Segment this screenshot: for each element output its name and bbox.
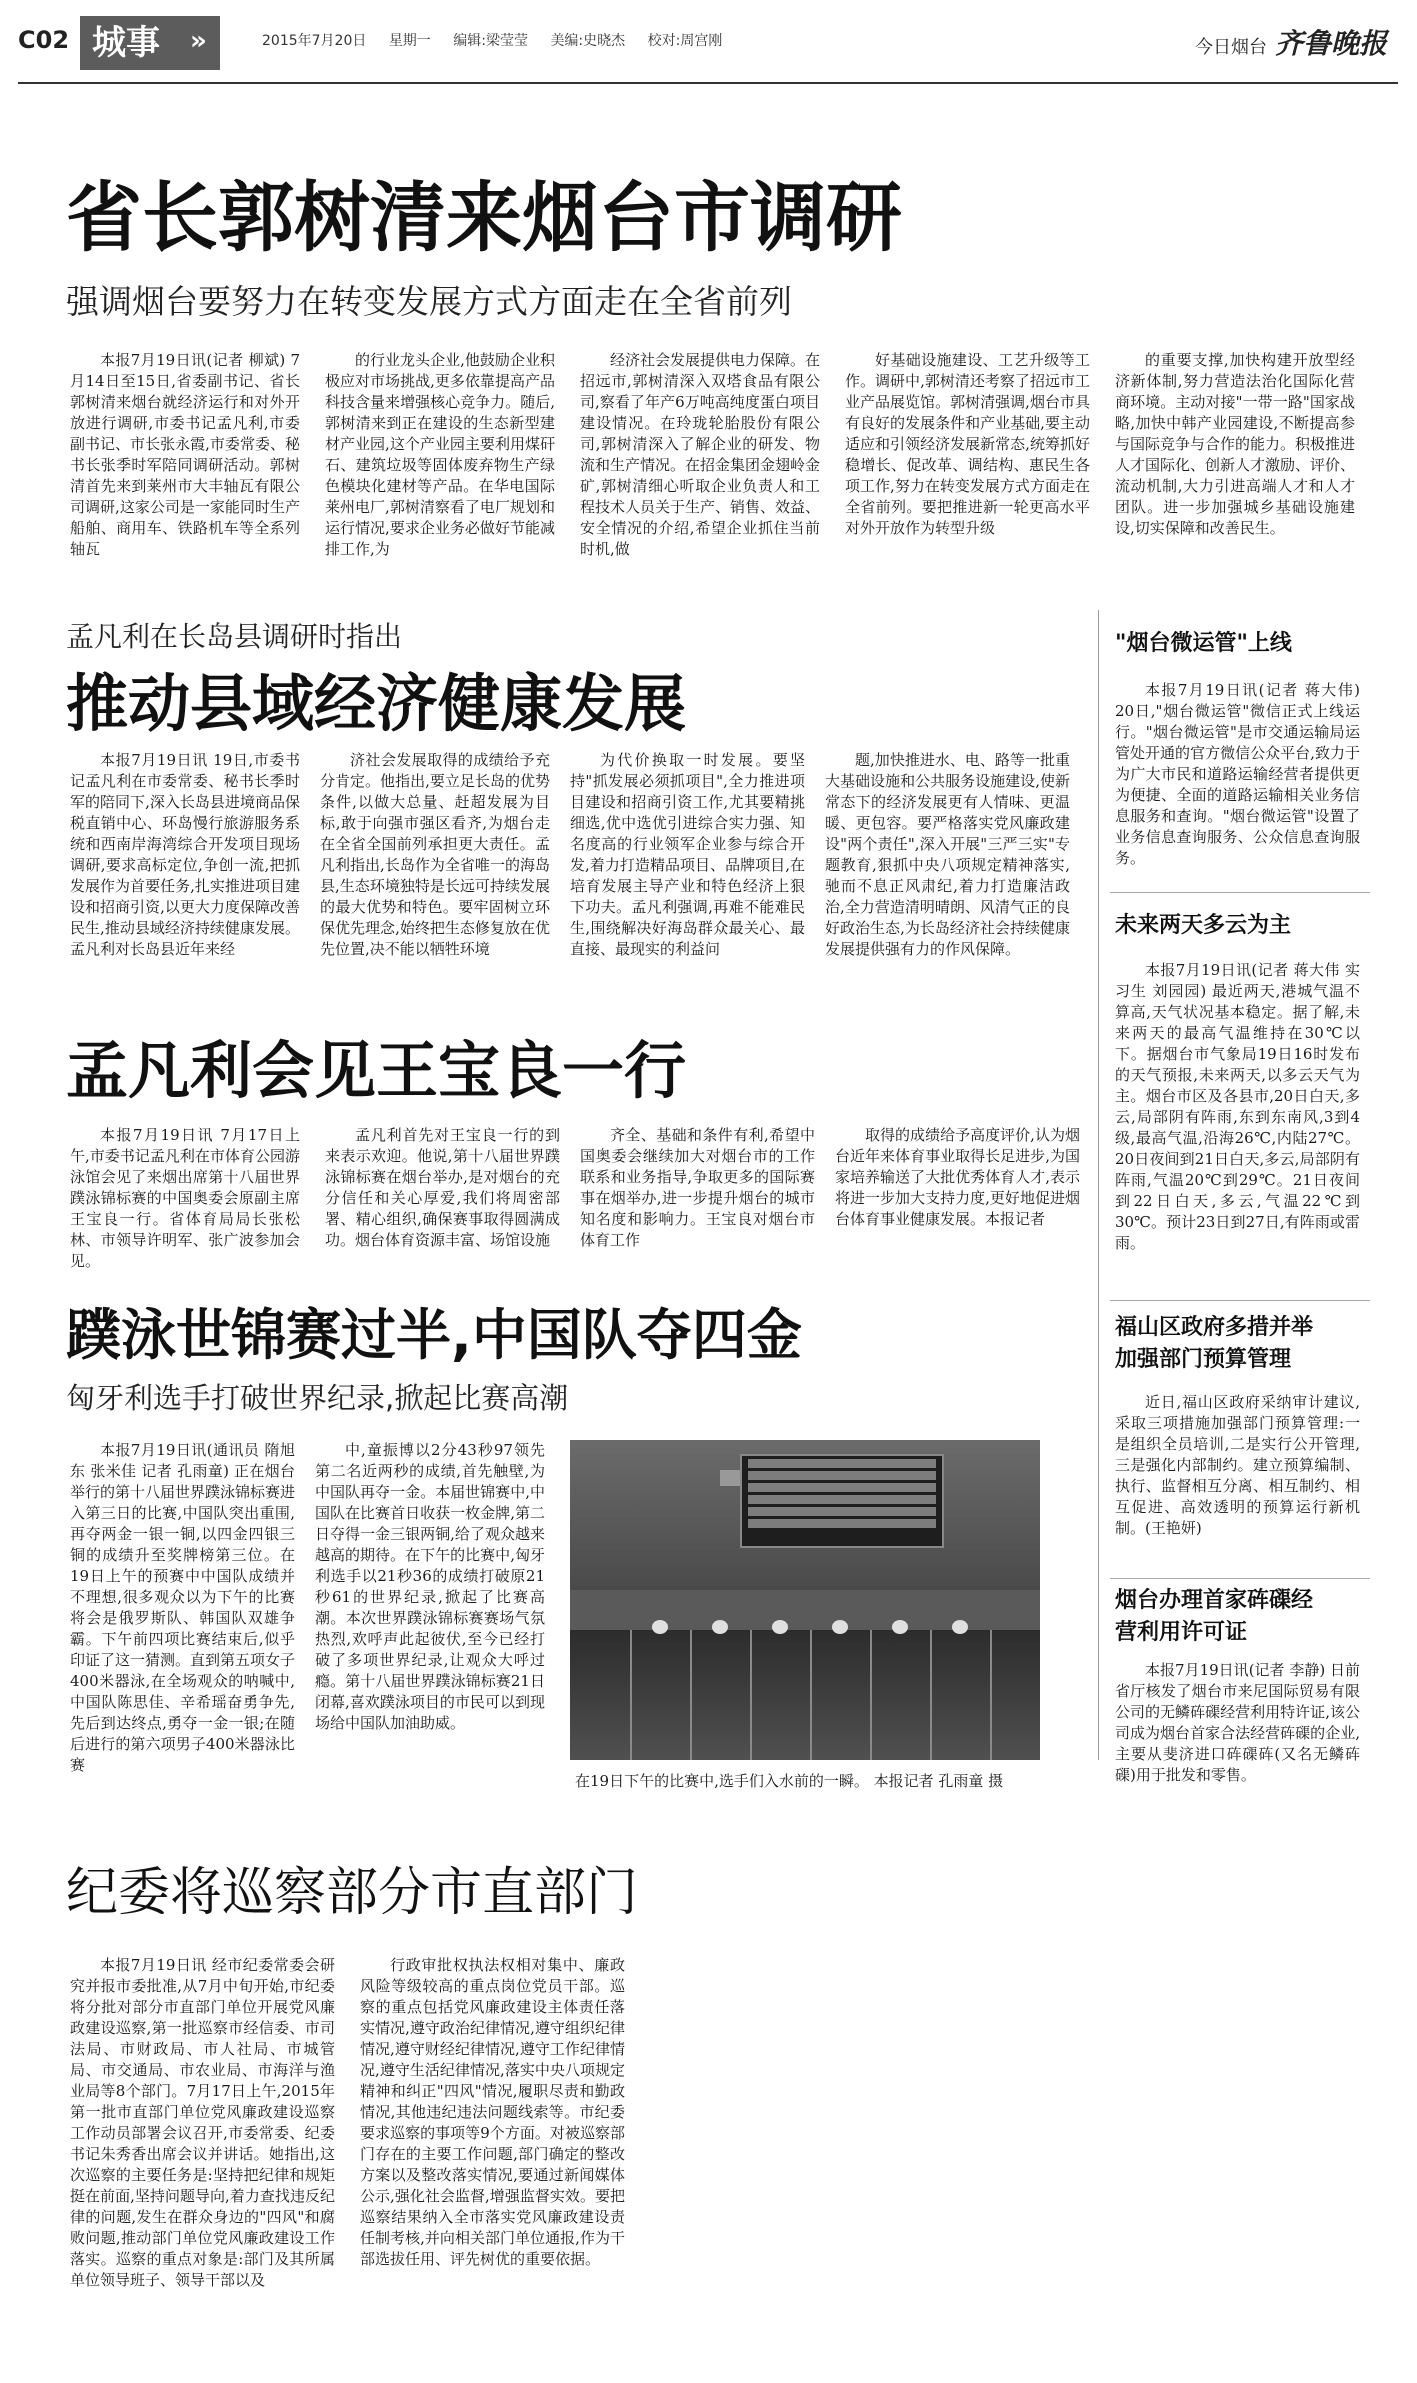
lead-column bbox=[1115, 350, 1355, 592]
story3-paragraph: 本报7月19日讯 7月17日上午,市委书记孟凡利在市体育公园游泳馆会见了来烟出席第十八届世界蹼泳锦标赛的中国奥委会原副主席王宝良一行。省体育局局长张松林、市领导许明军、张广波参加会见。 bbox=[70, 1126, 300, 1270]
story2-headline: 推动县域经济健康发展 bbox=[66, 667, 687, 740]
story2-paragraph: 题,加快推进水、电、路等一批重大基础设施和公共服务设施建设,使新常态下的经济发展更有人情味、更温暖、更包容。要严格落实党风廉政建设"两个责任",深入开展"三严三实"专题教育,狠抓中央八项规定精神落实,驰而不息正风肃纪,着力打造廉洁政治,全力营造清明晴朗、风清气正的良好政治生态,为长岛经济社会持续健康发展提供强有力的作风保障。 bbox=[825, 751, 1070, 958]
scoreboard-line bbox=[748, 1459, 936, 1468]
photo-pool bbox=[570, 1630, 1040, 1760]
lead-paragraph: 本报7月19日讯(记者 柳斌) 7月14日至15日,省委副书记、省长郭树清来烟台就经济运行和对外开放进行调研,市委书记孟凡利,市委副书记、市长张永霞,市委常委、秘书长张季时军陪同调研活动。郭树清首先来到莱州市大丰轴瓦有限公司调研,这家公司是一家能同时生产船舶、商用车、铁路机车等全系列轴瓦 bbox=[70, 351, 300, 558]
edition-name: 今日烟台 bbox=[1194, 37, 1267, 58]
sidebar-title: 烟台办理首家砗磲经营利用许可证 bbox=[1115, 1588, 1314, 1645]
pool-lane bbox=[810, 1630, 812, 1760]
issue-date: 2015年7月20日 bbox=[262, 33, 367, 49]
sidebar-body bbox=[1115, 1392, 1360, 1572]
story5-column bbox=[360, 1955, 625, 2355]
story5-column bbox=[70, 1955, 335, 2355]
story2-paragraph: 本报7月19日讯 19日,市委书记孟凡利在市委常委、秘书长季时军的陪同下,深入长岛县进境商品保税直销中心、环岛慢行旅游服务系统和西南岸海湾综合开发项目现场调研,要求高标定位,争创一流,把抓发展作为首要任务,扎实推进项目建设和招商引资,以更大力度保障改善民生,推动县域经济持续健康发展。孟凡利对长岛县近年来经 bbox=[70, 751, 300, 958]
story5-paragraph: 本报7月19日讯 经市纪委常委会研究并报市委批准,从7月中旬开始,市纪委将分批对部分市直部门单位开展党风廉政建设巡察,第一批巡察市经信委、市司法局、市财政局、市人社局、市城管局、市交通局、市农业局、市海洋与渔业局等8个部门。7月17日上午,2015年第一批市直部门单位党风廉政建设巡察工作动员部署会议召开,市委常委、纪委书记朱秀香出席会议并讲话。她指出,这次巡察的主要任务是:坚持把纪律和规矩挺在前面,坚持问题导向,着力查找违反纪律的问题,发生在群众身边的"四风"和腐败问题,推动部门单位党风廉政建设工作落实。巡察的重点对象是:部门及其所属单位领导班子、领导干部以及 bbox=[70, 1956, 335, 2289]
story3-paragraph: 齐全、基础和条件有利,希望中国奥委会继续加大对烟台市的工作联系和业务指导,争取更多的国际赛事在烟举办,进一步提升烟台的城市知名度和影响力。王宝良对烟台市体育工作 bbox=[580, 1126, 815, 1249]
sidebar-title: 福山区政府多措并举加强部门预算管理 bbox=[1115, 1315, 1314, 1372]
story4-subheadline: 匈牙利选手打破世界纪录,掀起比赛高潮 bbox=[66, 1381, 569, 1415]
photo-stand bbox=[570, 1590, 1040, 1630]
masthead bbox=[1195, 22, 1387, 62]
story3-column bbox=[580, 1125, 815, 1275]
page-code: C02 bbox=[18, 26, 70, 54]
scoreboard-line bbox=[748, 1483, 936, 1492]
swimmer bbox=[952, 1620, 968, 1634]
sidebar-body bbox=[1115, 1660, 1360, 1800]
sidebar-rule bbox=[1110, 892, 1370, 893]
lead-paragraph: 的行业龙头企业,他鼓励企业积极应对市场挑战,更多依靠提高产品科技含量来增强核心竞争力。随后,郭树清来到正在建设的生态新型建材产业园,这个产业园主要利用煤矸石、建筑垃圾等固体废弃物生产绿色模块化建材等产品。在华电国际莱州电厂,郭树清察看了电厂规划和运行情况,要求企业务必做好节能减排工作,为 bbox=[325, 351, 555, 558]
story4-column bbox=[315, 1440, 545, 1800]
scoreboard-line bbox=[748, 1519, 936, 1528]
story2-kicker: 孟凡利在长岛县调研时指出 bbox=[66, 620, 403, 653]
lead-headline: 省长郭树清来烟台市调研 bbox=[66, 173, 902, 262]
story2-paragraph: 为代价换取一时发展。要坚持"抓发展必须抓项目",全力推进项目建设和招商引资工作,尤其要精挑细选,优中选优引进综合实力强、知名度高的行业领军企业参与综合开发,着力打造精品项目、品牌项目,在培育发展主导产业和特色经济上狠下功夫。孟凡利强调,再难不能难民生,围绕解决好海岛群众最关心、最直接、最现实的利益问 bbox=[570, 751, 805, 958]
page-header bbox=[0, 0, 1417, 90]
swimmer bbox=[712, 1620, 728, 1634]
designer: 美编:史晓杰 bbox=[550, 33, 626, 49]
story4-paragraph: 本报7月19日讯(通讯员 隋旭东 张米佳 记者 孔雨童) 正在烟台举行的第十八届世界蹼泳锦标赛进入第三日的比赛,中国队突出重围,再夺两金一银一铜,以四金四银三铜的成绩升至奖牌榜第三位。在19日上午的预赛中中国队成绩并不理想,很多观众以为下午的比赛将会是俄罗斯队、韩国队双雄争霸。下午前四项比赛结束后,似乎印证了这一猜测。直到第五项女子400米器泳,在全场观众的呐喊中,中国队陈思佳、辛希瑶奋勇争先,先后到达终点,勇夺一金一银;在随后进行的第六项男子400米器泳比赛 bbox=[70, 1441, 295, 1774]
swimmer bbox=[892, 1620, 908, 1634]
story5-headline: 纪委将巡察部分市直部门 bbox=[66, 1863, 639, 1923]
story2-column bbox=[825, 750, 1070, 998]
issue-weekday: 星期一 bbox=[388, 33, 431, 49]
sidebar-paragraph: 本报7月19日讯(记者 蒋大伟 实习生 刘园园) 最近两天,港城气温不算高,天气状况基本稳定。据了解,未来两天的最高气温维持在30℃以下。据烟台市气象局19日16时发布的天气预报,未来两天,以多云天气为主。烟台市区及各县市,20日白天,多云,局部阴有阵雨,东到东南风,3到4级,最高气温,沿海26℃,内陆27℃。20日夜间到21日白天,多云,局部阴有阵雨,气温20℃到29℃。21日夜间到22日白天,多云,气温22℃到30℃。预计23日到27日,有阵雨或雷雨。 bbox=[1115, 961, 1360, 1252]
pool-lane bbox=[690, 1630, 692, 1760]
sidebar-title: "烟台微运管"上线 bbox=[1115, 631, 1292, 656]
story2-column bbox=[320, 750, 550, 998]
lead-paragraph: 的重要支撑,加快构建开放型经济新体制,努力营造法治化国际化营商环境。主动对接"一带一路"国家战略,加快中韩产业园建设,不断提高参与国际竞争与合作的能力。积极推进人才国际化、创新人才激励、评价、流动机制,大力引进高端人才和人才团队。进一步加强城乡基础设施建设,切实保障和改善民生。 bbox=[1115, 351, 1355, 537]
swimmer bbox=[832, 1620, 848, 1634]
story4-column bbox=[70, 1440, 295, 1800]
story4-headline: 蹼泳世锦赛过半,中国队夺四金 bbox=[66, 1303, 802, 1367]
photo-caption: 在19日下午的比赛中,选手们入水前的一瞬。 本报记者 孔雨童 摄 bbox=[575, 1772, 1004, 1790]
lead-column bbox=[580, 350, 820, 592]
lead-subheadline: 强调烟台要努力在转变发展方式方面走在全省前列 bbox=[66, 282, 792, 321]
story3-column bbox=[70, 1125, 300, 1275]
story3-paragraph: 孟凡利首先对王宝良一行的到来表示欢迎。他说,第十八届世界蹼泳锦标赛在烟台举办,是对烟台的充分信任和关心厚爱,我们将周密部署、精心组织,确保赛事取得圆满成功。烟台体育资源丰富、场馆设施 bbox=[325, 1126, 560, 1249]
header-rule bbox=[18, 82, 1398, 84]
editor: 编辑:梁莹莹 bbox=[453, 33, 528, 49]
paper-logo: 齐鲁晚报 bbox=[1274, 27, 1387, 60]
story3-column bbox=[835, 1125, 1080, 1275]
story2-paragraph: 济社会发展取得的成绩给予充分肯定。他指出,要立足长岛的优势条件,以做大总量、赶超发展为目标,敢于向强市强区看齐,为烟台走在全省全国前列承担更大责任。孟凡利指出,长岛作为全省唯一的海岛县,生态环境独特是长远可持续发展的最大优势和特色。要牢固树立环保优先理念,始终把生态修复放在优先位置,决不能以牺牲环境 bbox=[320, 751, 550, 958]
story4-paragraph: 中,童振博以2分43秒97领先第二名近两秒的成绩,首先触壁,为中国队再夺一金。本届世锦赛中,中国队在比赛首日收获一枚金牌,第二日夺得一金三银两铜,给了观众越来越高的期待。在下午的比赛中,匈牙利选手以21秒36的成绩打破原21秒61的世界纪录,掀起了比赛高潮。本次世界蹼泳锦标赛赛场气氛热烈,欢呼声此起彼伏,至今已经打破了多项世界纪录,让观众大呼过瘾。第十八届世界蹼泳锦标赛21日闭幕,喜欢蹼泳项目的市民可以到现场给中国队加油助威。 bbox=[315, 1441, 545, 1732]
issue-meta bbox=[262, 30, 740, 50]
story5-paragraph: 行政审批权执法权相对集中、廉政风险等级较高的重点岗位党员干部。巡察的重点包括党风廉政建设主体责任落实情况,遵守政治纪律情况,遵守组织纪律情况,遵守财经纪律情况,遵守工作纪律情况,遵守生活纪律情况,落实中央八项规定精神和纠正"四风"情况,履职尽责和勤政情况,其他违纪违法问题线索等。市纪委要求巡察的事项等9个方面。对被巡察部门存在的主要工作问题,部门确定的整改方案以及整改落实情况,要通过新闻媒体公示,强化社会监督,增强监督实效。要把巡察结果纳入全市落实党风廉政建设责任制考核,并向相关部门单位通报,作为干部选拔任用、评先树优的重要依据。 bbox=[360, 1956, 625, 2268]
pool-lane bbox=[750, 1630, 752, 1760]
lead-column bbox=[70, 350, 300, 592]
pool-lane bbox=[930, 1630, 932, 1760]
lead-column bbox=[325, 350, 555, 592]
sidebar-divider bbox=[1098, 610, 1099, 1760]
story3-column bbox=[325, 1125, 560, 1275]
scoreboard-line bbox=[748, 1507, 936, 1516]
swimmer bbox=[772, 1620, 788, 1634]
flag-icon bbox=[720, 1470, 742, 1486]
sidebar-body bbox=[1115, 680, 1360, 870]
proofreader: 校对:周宫刚 bbox=[647, 33, 723, 49]
pool-lane bbox=[630, 1630, 632, 1760]
swimmer bbox=[652, 1620, 668, 1634]
lead-paragraph: 好基础设施建设、工艺升级等工作。调研中,郭树清还考察了招远市工业产品展览馆。郭树清强调,烟台市具有良好的发展条件和产业基础,要主动适应和引领经济发展新常态,统筹抓好稳增长、促改革、调结构、惠民生各项工作,努力在转变发展方式方面走在全省前列。要把推进新一轮更高水平对外开放作为转型升级 bbox=[845, 351, 1090, 537]
section-label: 城事 bbox=[80, 16, 220, 70]
swimming-photo bbox=[570, 1440, 1040, 1760]
pool-lane bbox=[870, 1630, 872, 1760]
story3-paragraph: 取得的成绩给予高度评价,认为烟台近年来体育事业取得长足进步,为国家培养输送了大批优秀体育人才,表示将进一步加大支持力度,更好地促进烟台体育事业健康发展。本报记者 bbox=[835, 1126, 1080, 1228]
scoreboard bbox=[740, 1454, 944, 1548]
sidebar-paragraph: 近日,福山区政府采纳审计建议,采取三项措施加强部门预算管理:一是组织全员培训,二是实行公开管理,三是强化内部制约。建立预算编制、执行、监督相互分离、相互制约、相互促进、高效透明的预算运行新机制。(王艳妍) bbox=[1115, 1393, 1360, 1537]
lead-paragraph: 经济社会发展提供电力保障。在招远市,郭树清深入双塔食品有限公司,察看了年产6万吨高纯度蛋白项目建设情况。在玲珑轮胎股份有限公司,郭树清深入了解企业的研发、物流和生产情况。在招金集团金翅岭金矿,郭树清细心听取企业负责人和工程技术人员关于生产、销售、效益、安全情况的介绍,希望企业抓住当前时机,做 bbox=[580, 351, 820, 558]
story2-column bbox=[70, 750, 300, 998]
sidebar-rule bbox=[1110, 1578, 1370, 1579]
scoreboard-line bbox=[748, 1471, 936, 1480]
lead-column bbox=[845, 350, 1090, 592]
sidebar-body bbox=[1115, 960, 1360, 1296]
story3-headline: 孟凡利会见王宝良一行 bbox=[66, 1034, 687, 1107]
sidebar-paragraph: 本报7月19日讯(记者 蒋大伟) 20日,"烟台微运管"微信正式上线运行。"烟台微运管"是市交通运输局运管处开通的官方微信公众平台,致力于为广大市民和道路运输经营者提供更为便捷、全面的道路运输相关业务信息服务和查询。"烟台微运管"设置了业务信息查询服务、公众信息查询服务。 bbox=[1115, 681, 1360, 867]
sidebar-title: 未来两天多云为主 bbox=[1115, 913, 1292, 938]
scoreboard-line bbox=[748, 1495, 936, 1504]
story2-column bbox=[570, 750, 805, 998]
sidebar-paragraph: 本报7月19日讯(记者 李静) 日前省厅核发了烟台市来尼国际贸易有限公司的无鳞砗磲经营利用特许证,该公司成为烟台首家合法经营砗磲的企业,主要从斐济进口砗磲砗(又名无鳞砗磲)用于批发和零售。 bbox=[1115, 1661, 1360, 1784]
pool-lane bbox=[990, 1630, 992, 1760]
chevron-right-icon: » bbox=[190, 26, 207, 56]
sidebar-rule bbox=[1110, 1300, 1370, 1301]
